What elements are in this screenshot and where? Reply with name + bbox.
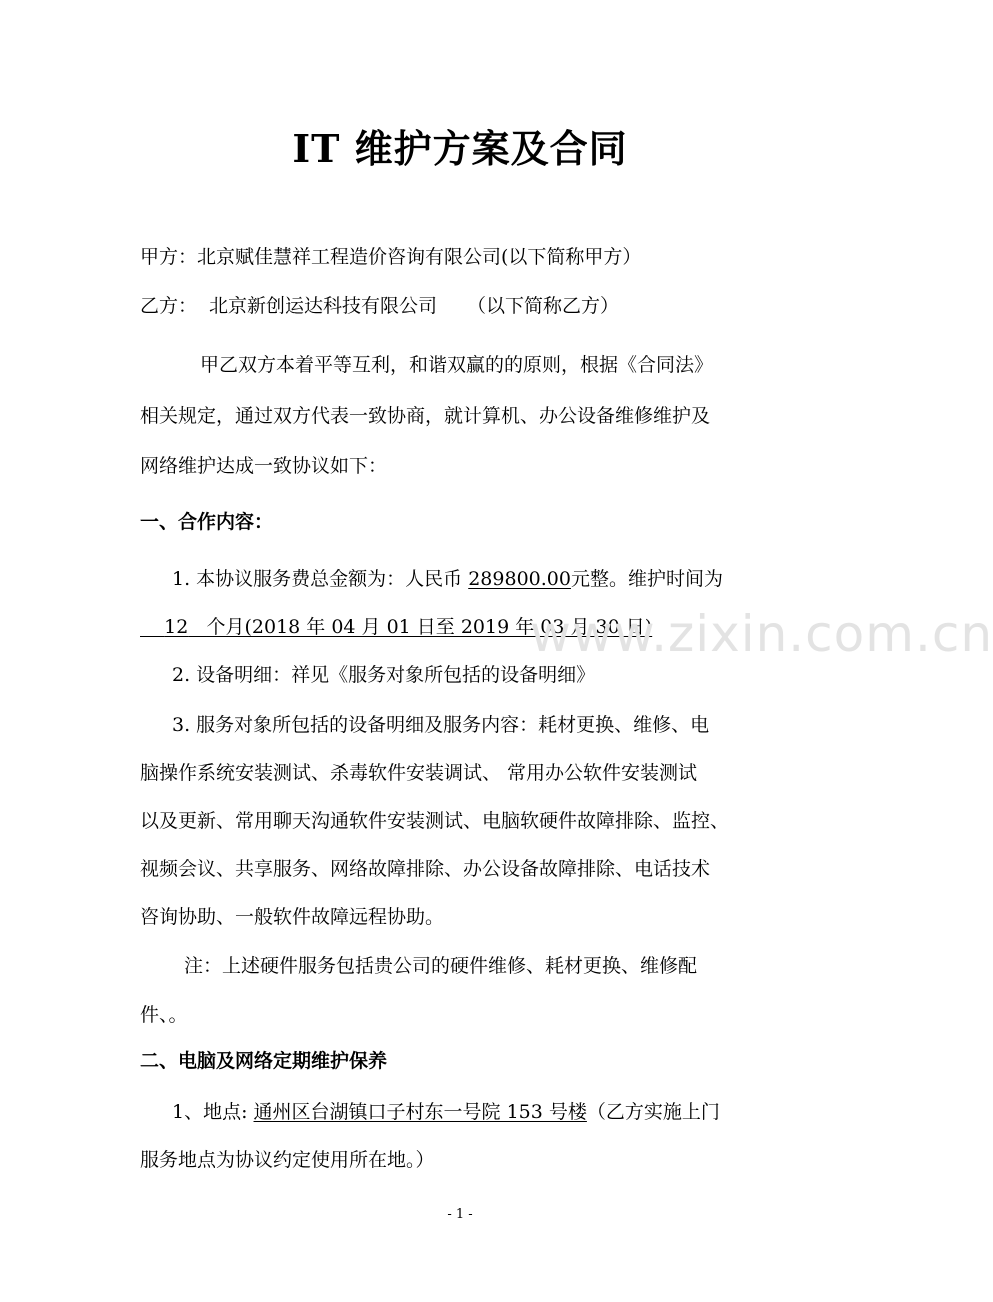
intro-line-1: 甲乙双方本着平等互利，和谐双赢的的原则，根据《合同法》 [200, 354, 714, 376]
section-1-note-line-1: 注：上述硬件服务包括贵公司的硬件维修、耗材更换、维修配 [184, 955, 698, 977]
section-1-item-3-line-2: 脑操作系统安装测试、杀毒软件安装调试、 常用办公软件安装测试 [140, 762, 698, 784]
watermark: www.zixin.com.cn [530, 605, 993, 663]
location-prefix: 1、地点: [172, 1101, 254, 1123]
party-b-note: （以下简称乙方） [467, 295, 620, 317]
section-1-item-1 [172, 566, 792, 592]
section-1-item-3-line-5: 咨询协助、一般软件故障远程协助。 [140, 906, 445, 928]
party-b-name: 北京新创运达科技有限公司 [209, 295, 438, 317]
intro-line-2: 相关规定，通过双方代表一致协商，就计算机、办公设备维修维护及 [140, 405, 711, 427]
location-address: 通州区台湖镇口子村东一号院 153 号楼 [253, 1101, 587, 1123]
party-a-line: 甲方：北京赋佳慧祥工程造价咨询有限公司(以下简称甲方） [140, 246, 642, 268]
party-b-label: 乙方： [140, 295, 198, 317]
section-1-item-3-line-1: 3. 服务对象所包括的设备明细及服务内容：耗材更换、维修、电 [172, 714, 710, 736]
section-1-note-line-2: 件、。 [140, 1004, 188, 1026]
party-b-line [140, 293, 790, 319]
section-2-item-1-cont: 服务地点为协议约定使用所在地。） [140, 1149, 435, 1171]
document-title: IT 维护方案及合同 [292, 126, 628, 171]
section-1-heading: 一、合作内容： [140, 511, 274, 533]
section-1-item-3-line-3: 以及更新、常用聊天沟通软件安装测试、电脑软硬件故障排除、监控、 [140, 810, 730, 832]
period-range: 个月(2018 年 04 月 01 日至 2019 年 03 月 30 日) [206, 616, 653, 638]
section-1-item-2: 2. 设备明细：祥见《服务对象所包括的设备明细》 [172, 664, 596, 686]
location-suffix: （乙方实施上门 [586, 1101, 720, 1123]
period-months: 12 [164, 616, 189, 638]
fee-suffix: 元整。维护时间为 [570, 568, 723, 590]
section-1-item-3-line-4: 视频会议、共享服务、网络故障排除、办公设备故障排除、电话技术 [140, 858, 711, 880]
section-2-item-1 [172, 1099, 792, 1125]
fee-amount: 289800.00 [468, 568, 571, 590]
section-2-heading: 二、电脑及网络定期维护保养 [140, 1050, 388, 1072]
intro-line-3: 网络维护达成一致协议如下： [140, 455, 388, 477]
fee-prefix: 1. 本协议服务费总金额为：人民币 [172, 568, 469, 590]
section-1-item-1-period [140, 614, 790, 640]
page-number: - 1 - [447, 1207, 473, 1222]
